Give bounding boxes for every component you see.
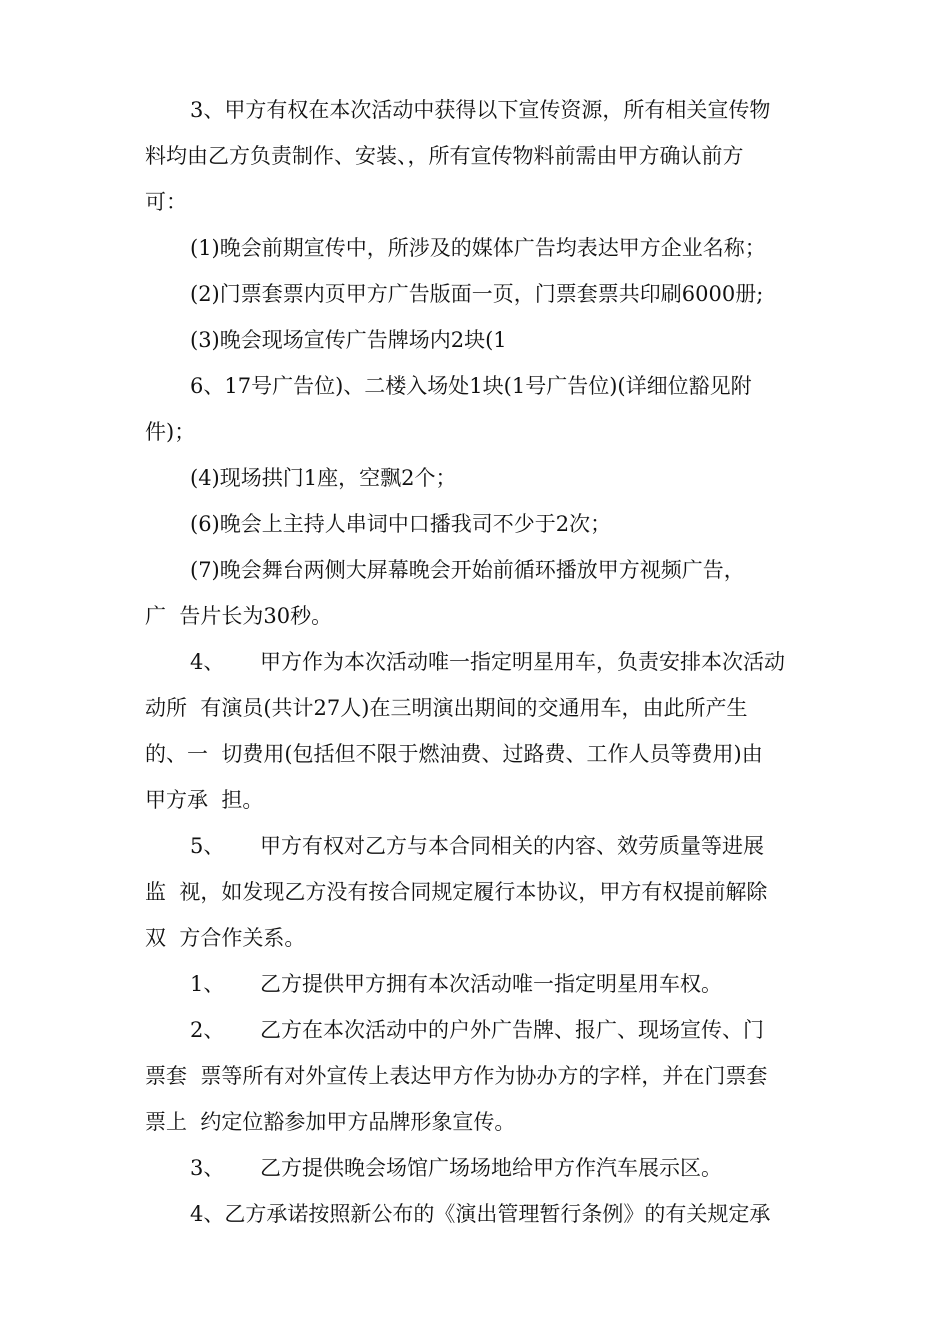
text-line-24-body: 乙方提供晚会场馆广场场地给甲方作汽车展示区。 xyxy=(260,1156,722,1180)
text-line-22: 票套 票等所有对外宣传上表达甲方作为协办方的字样，并在门票套 xyxy=(145,1064,768,1088)
text-line-2: 料均由乙方负责制作、安装、，所有宣传物料前需由甲方确认前方 xyxy=(145,144,744,168)
text-line-17-body: 甲方有权对乙方与本合同相关的内容、效劳质量等进展 xyxy=(260,834,764,858)
text-line-21-body: 乙方在本次活动中的户外广告牌、报广、现场宣传、门 xyxy=(260,1018,764,1042)
text-line-3: 可： xyxy=(145,190,187,214)
text-line-18: 监 视，如发现乙方没有按合同规定履行本协议，甲方有权提前解除 xyxy=(145,880,768,904)
text-line-16: 甲方承 担。 xyxy=(145,788,264,812)
text-line-21-number: 2、 xyxy=(190,1018,225,1042)
text-line-12: 广 告片长为30秒。 xyxy=(145,604,333,628)
text-line-7: 6、17号广告位)、二楼入场处1块(1号广告位)(详细位豁见附 xyxy=(190,374,752,398)
text-line-23: 票上 约定位豁参加甲方品牌形象宣传。 xyxy=(145,1110,516,1134)
text-line-9: (4)现场拱门1座，空飘2个； xyxy=(190,466,457,490)
text-line-11: (7)晚会舞台两侧大屏幕晚会开始前循环播放甲方视频广告， xyxy=(190,558,745,582)
text-line-14: 动所 有演员(共计27人)在三明演出期间的交通用车，由此所产生 xyxy=(145,696,748,720)
text-line-24-number: 3、 xyxy=(190,1156,225,1180)
text-line-8: 件)； xyxy=(145,420,196,444)
text-line-5: (2)门票套票内页甲方广告版面一页，门票套票共印刷6000册; xyxy=(190,282,764,306)
text-line-25: 4、乙方承诺按照新公布的《演出管理暂行条例》的有关规定承 xyxy=(190,1202,771,1226)
text-line-1: 3、甲方有权在本次活动中获得以下宣传资源，所有相关宣传物 xyxy=(190,98,771,122)
text-line-4: (1)晚会前期宣传中，所涉及的媒体广告均表达甲方企业名称； xyxy=(190,236,766,260)
text-line-17-number: 5、 xyxy=(190,834,225,858)
text-line-19: 双 方合作关系。 xyxy=(145,926,306,950)
text-line-15: 的、一 切费用(包括但不限于燃油费、过路费、工作人员等费用)由 xyxy=(145,742,763,766)
text-line-13-body: 甲方作为本次活动唯一指定明星用车，负责安排本次活动 xyxy=(260,650,785,674)
text-line-6: (3)晚会现场宣传广告牌场内2块(1 xyxy=(190,328,507,352)
text-line-20-body: 乙方提供甲方拥有本次活动唯一指定明星用车权。 xyxy=(260,972,722,996)
text-line-10: (6)晚会上主持人串词中口播我司不少于2次； xyxy=(190,512,612,536)
text-line-13-number: 4、 xyxy=(190,650,225,674)
text-line-20-number: 1、 xyxy=(190,972,225,996)
